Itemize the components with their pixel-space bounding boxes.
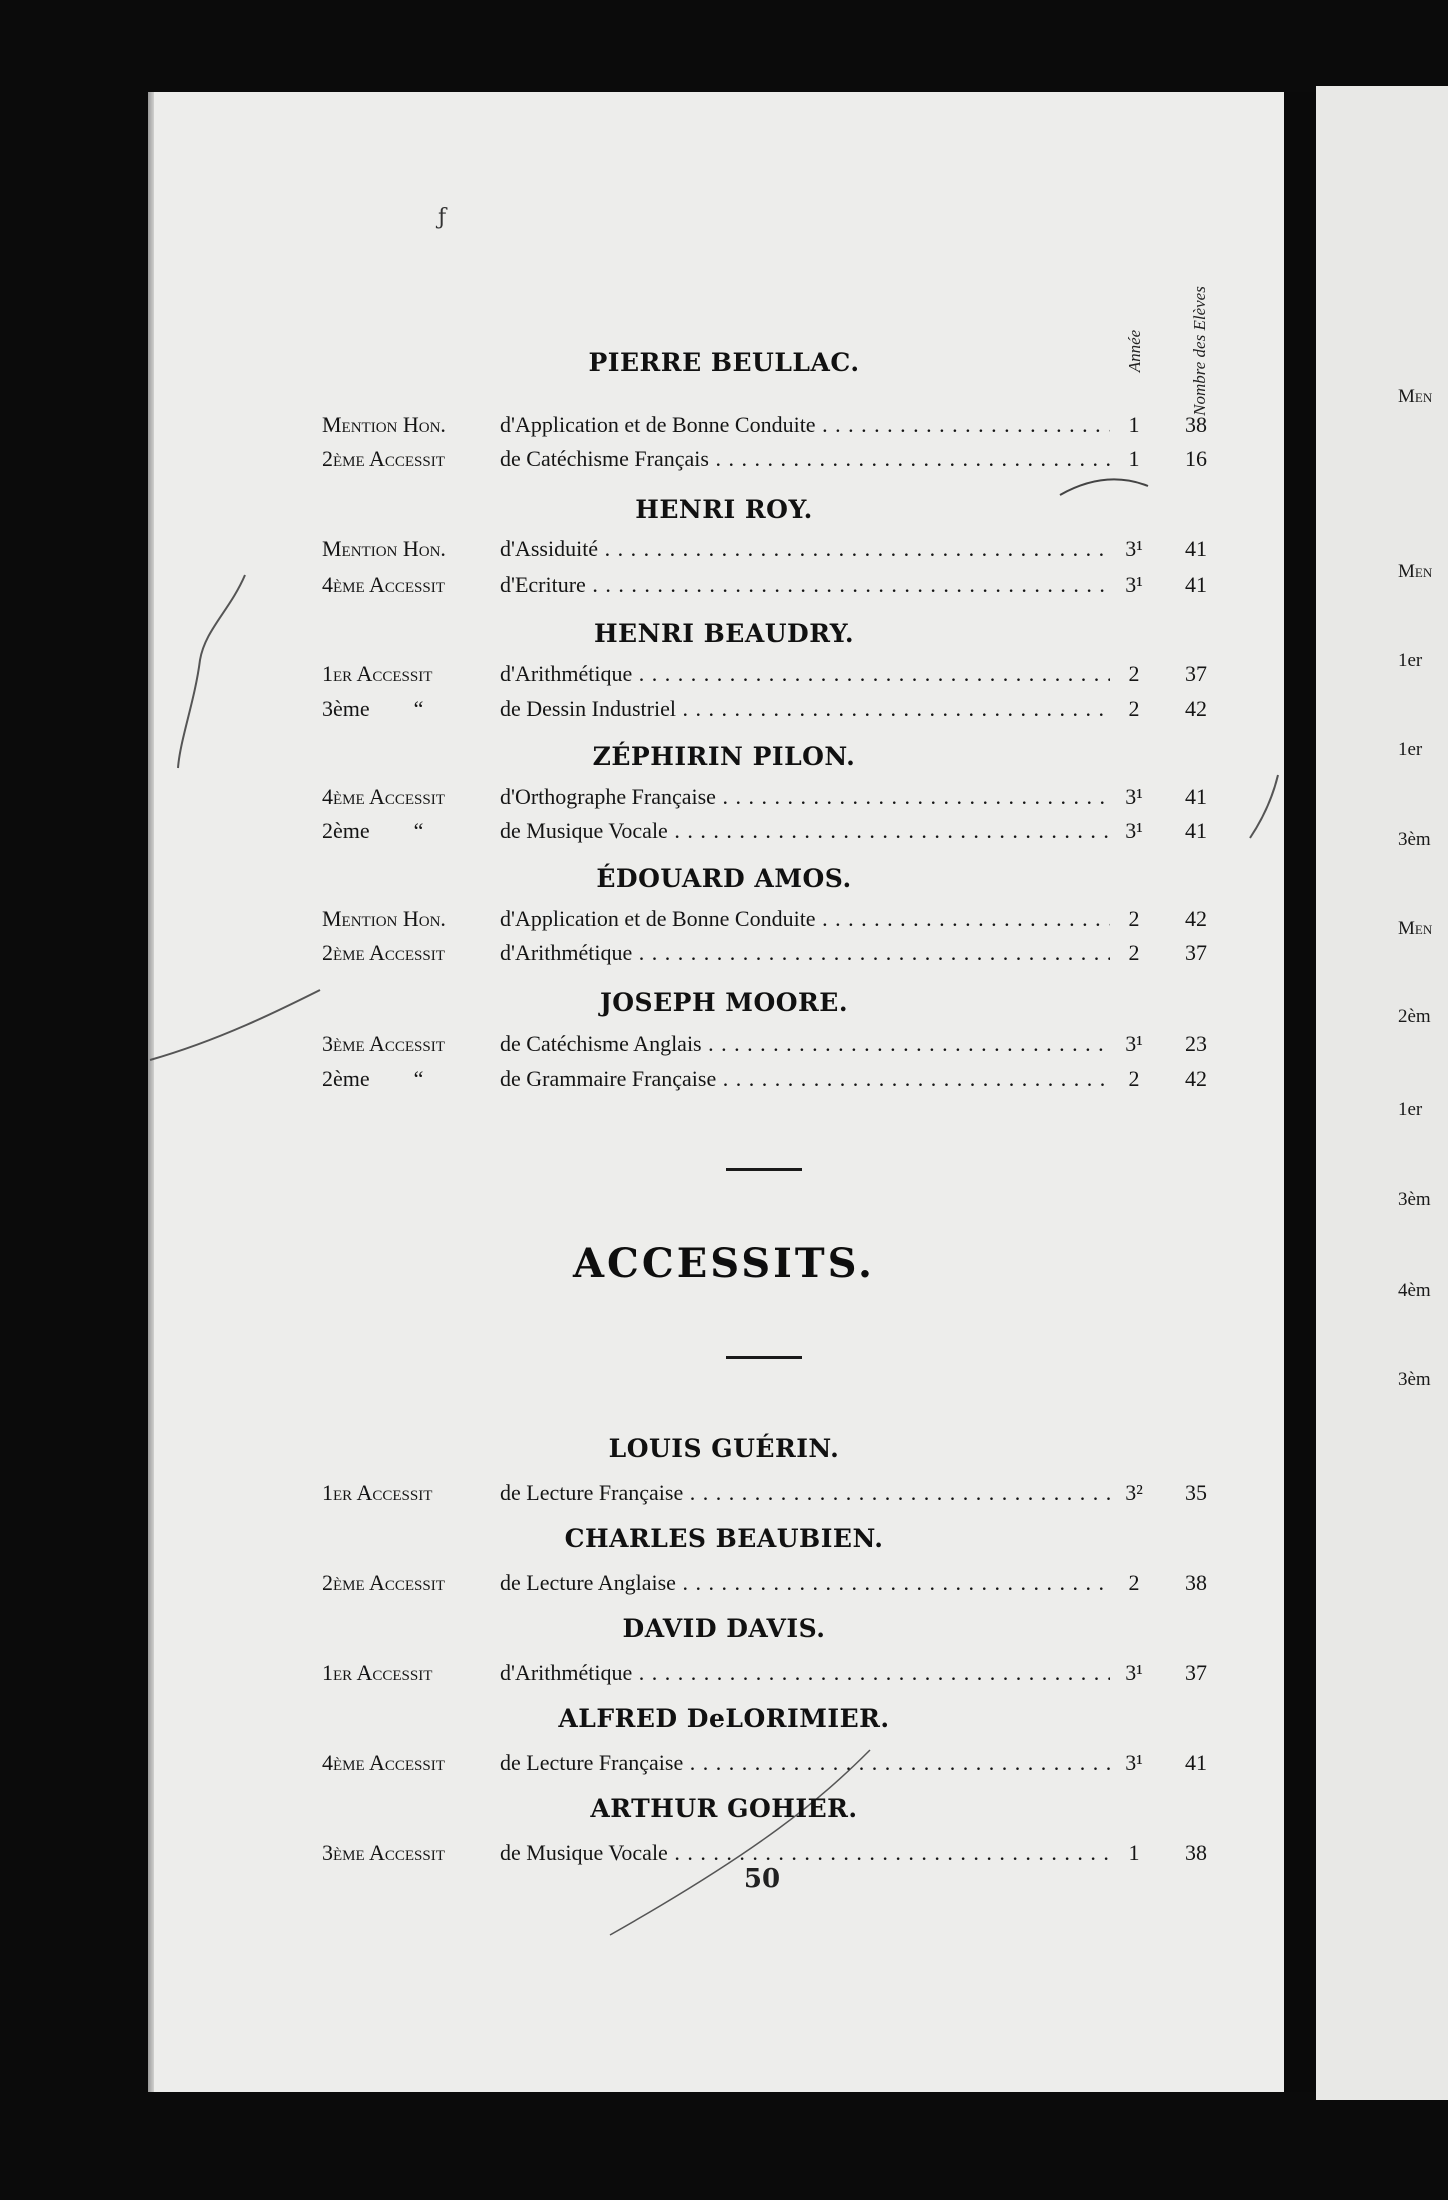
student-name: ARTHUR GOHIER. — [590, 1794, 858, 1823]
student-count: 38 — [1185, 1570, 1207, 1595]
award-line: Mention Hon. — [322, 906, 446, 931]
award-line: 2ème “ — [322, 1066, 424, 1091]
award-year: 1 — [1110, 410, 1158, 440]
student-name: PIERRE BEULLAC. — [588, 348, 860, 377]
students-column-header: Nombre des Elèves — [1190, 286, 1209, 416]
award-subject: de Lecture Française . . . — [500, 1478, 1148, 1508]
student-count: 41 — [1185, 572, 1207, 597]
award-row — [0, 534, 1448, 564]
facing-page-text: 1er — [1398, 650, 1423, 671]
award-year: 2 — [1110, 938, 1158, 968]
student-name: CHARLES BEAUBIEN. — [564, 1524, 884, 1553]
award-row — [0, 782, 1448, 812]
award-line: 2ème Accessit — [322, 446, 445, 471]
award-line: 3ème “ — [322, 696, 424, 721]
award-row — [0, 570, 1448, 600]
award-row — [0, 1064, 1448, 1094]
award-line: Mention Hon. — [322, 536, 446, 561]
year-column-header: Année — [1125, 329, 1144, 373]
student-name: ÉDOUARD AMOS. — [596, 864, 852, 893]
award-line: 4ème Accessit — [322, 784, 445, 809]
award-line: 2ème “ — [322, 818, 424, 843]
award-row — [0, 410, 1448, 440]
award-year: 2 — [1110, 694, 1158, 724]
award-subject: de Grammaire Française . . . — [500, 1064, 1148, 1094]
student-name: HENRI BEAUDRY. — [593, 619, 855, 648]
award-row — [0, 1568, 1448, 1598]
facing-page-text: 1er — [1398, 1099, 1423, 1120]
award-year: 1 — [1110, 444, 1158, 474]
award-line: 2ème Accessit — [322, 1570, 445, 1595]
student-count: 42 — [1185, 696, 1207, 721]
student-name: HENRI ROY. — [635, 495, 813, 524]
award-row — [0, 1029, 1448, 1059]
award-subject: de Dessin Industriel . . . — [500, 694, 1148, 724]
award-subject: d'Arithmétique . . . — [500, 938, 1148, 968]
award-year: 2 — [1110, 904, 1158, 934]
award-year: 3¹ — [1110, 816, 1158, 846]
award-subject: de Musique Vocale . . . — [500, 1838, 1148, 1868]
student-name: ZÉPHIRIN PILON. — [592, 742, 856, 771]
facing-page-text: 3èm — [1398, 829, 1431, 850]
award-subject: de Lecture Anglaise . . . — [500, 1568, 1148, 1598]
section-rule — [726, 1168, 802, 1171]
student-name: DAVID DAVIS. — [622, 1614, 826, 1643]
award-line: Mention Hon. — [322, 412, 446, 437]
student-count: 38 — [1185, 1840, 1207, 1865]
student-name: ALFRED DeLORIMIER. — [558, 1704, 890, 1733]
award-year: 3¹ — [1110, 1658, 1158, 1688]
award-subject: d'Arithmétique . . . — [500, 1658, 1148, 1688]
student-name: LOUIS GUÉRIN. — [608, 1434, 840, 1463]
award-row — [0, 444, 1448, 474]
award-year: 1 — [1110, 1838, 1158, 1868]
award-line: 1er Accessit — [322, 1480, 433, 1505]
award-year: 2 — [1110, 1064, 1158, 1094]
award-line: 4ème Accessit — [322, 1750, 445, 1775]
student-count: 16 — [1185, 446, 1207, 471]
award-line: 1er Accessit — [322, 1660, 433, 1685]
award-row — [0, 659, 1448, 689]
student-count: 42 — [1185, 906, 1207, 931]
award-subject: de Musique Vocale . . . — [500, 816, 1148, 846]
facing-page-text: Men — [1398, 386, 1433, 407]
award-line: 1er Accessit — [322, 661, 433, 686]
student-count: 37 — [1185, 940, 1207, 965]
award-subject: d'Orthographe Française . . . — [500, 782, 1148, 812]
student-count: 37 — [1185, 1660, 1207, 1685]
award-year: 2 — [1110, 659, 1158, 689]
award-year: 2 — [1110, 1568, 1158, 1598]
award-subject: d'Arithmétique . . . — [500, 659, 1148, 689]
award-line: 4ème Accessit — [322, 572, 445, 597]
student-count: 41 — [1185, 818, 1207, 843]
student-count: 42 — [1185, 1066, 1207, 1091]
award-year: 3¹ — [1110, 782, 1158, 812]
award-row — [0, 1658, 1448, 1688]
award-row — [0, 694, 1448, 724]
award-year: 3¹ — [1110, 1748, 1158, 1778]
award-year: 3² — [1110, 1478, 1158, 1508]
award-subject: de Lecture Française . . . — [500, 1748, 1148, 1778]
facing-page-text: 1er — [1398, 739, 1423, 760]
ink-mark: ƒ — [438, 205, 447, 230]
facing-page-text: Men — [1398, 918, 1433, 939]
award-year: 3¹ — [1110, 534, 1158, 564]
student-count: 37 — [1185, 661, 1207, 686]
facing-page-text: 2èm — [1398, 1006, 1431, 1027]
award-subject: d'Application et de Bonne Conduite . . . — [500, 410, 1148, 440]
award-line: 3ème Accessit — [322, 1031, 445, 1056]
award-year: 3¹ — [1110, 1029, 1158, 1059]
facing-page-text: 3èm — [1398, 1189, 1431, 1210]
page-number: 50 — [743, 1864, 781, 1894]
student-count: 35 — [1185, 1480, 1207, 1505]
award-row — [0, 938, 1448, 968]
award-subject: de Catéchisme Français . . . — [500, 444, 1148, 474]
award-subject: de Catéchisme Anglais . . . — [500, 1029, 1148, 1059]
award-row — [0, 1748, 1448, 1778]
award-row — [0, 904, 1448, 934]
student-count: 41 — [1185, 1750, 1207, 1775]
award-row — [0, 1478, 1448, 1508]
section-rule — [726, 1356, 802, 1359]
student-count: 23 — [1185, 1031, 1207, 1056]
student-name: JOSEPH MOORE. — [599, 988, 849, 1017]
award-subject: d'Application et de Bonne Conduite . . . — [500, 904, 1148, 934]
award-subject: d'Assiduité . . . — [500, 534, 1148, 564]
award-line: 2ème Accessit — [322, 940, 445, 965]
award-line: 3ème Accessit — [322, 1840, 445, 1865]
facing-page-text: 3èm — [1398, 1369, 1431, 1390]
student-count: 41 — [1185, 536, 1207, 561]
student-count: 38 — [1185, 412, 1207, 437]
facing-page-text: Men — [1398, 561, 1433, 582]
award-row — [0, 816, 1448, 846]
award-subject: d'Ecriture . . . — [500, 570, 1148, 600]
section-title: ACCESSITS. — [573, 1240, 875, 1287]
student-count: 41 — [1185, 784, 1207, 809]
award-year: 3¹ — [1110, 570, 1158, 600]
facing-page-text: 4èm — [1398, 1280, 1431, 1301]
